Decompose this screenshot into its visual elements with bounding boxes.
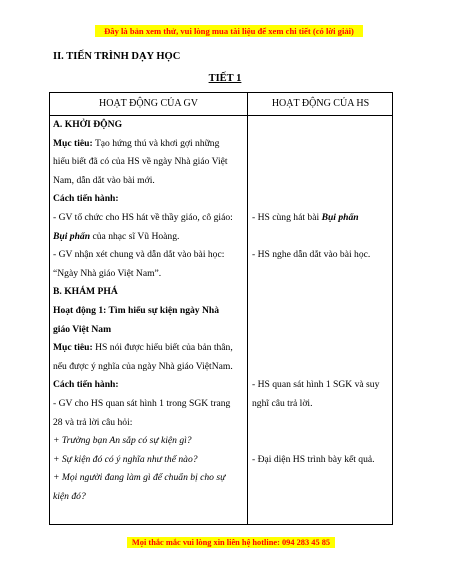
procedure-label: Cách tiến hành: (53, 193, 119, 205)
objective-text: HS nói được hiểu biết của bản thân, (95, 342, 233, 354)
teacher-step-3-line-2: 28 và trả lời câu hỏi: (53, 416, 133, 428)
column-divider (247, 93, 248, 524)
teacher-column (53, 116, 245, 506)
activity-table (49, 92, 393, 525)
lesson-title: TIẾT 1 (208, 73, 242, 84)
student-step-1-text: - HS cùng hát bài (252, 212, 320, 223)
song-title: Bụi phấn (53, 230, 91, 242)
hotline-footer: Mọi thắc mắc vui lòng xin liên hệ hotline: 094 283 45 85 (127, 537, 335, 548)
song-author: của nhạc sĩ Vũ Hoàng. (92, 230, 180, 242)
teacher-step-3-line-1: - GV cho HS quan sát hình 1 trong SGK trang (53, 397, 231, 409)
student-step-3-line-2: nghĩ câu trả lời. (252, 397, 313, 409)
preview-banner: Đây là bản xem thử, vui lòng mua tài liệu để xem chi tiết (có lời giải) (95, 25, 363, 37)
teacher-step-1-line-2 (53, 228, 245, 247)
student-step-3-line-1: - HS quan sát hình 1 SGK và suy (252, 379, 380, 391)
objective-a-line-1 (53, 135, 245, 154)
question-3-line-1: + Mọi người đang làm gì để chuẩn bị cho sự (53, 472, 226, 484)
header-student-activity: HOẠT ĐỘNG CỦA HS (271, 98, 370, 109)
student-step-1 (252, 209, 392, 228)
student-column (252, 116, 392, 469)
question-1: + Trường bạn An sắp có sự kiện gì? (53, 435, 192, 447)
teacher-step-1-line-1: - GV tổ chức cho HS hát về thầy giáo, cô giáo: (53, 211, 233, 223)
question-3-line-2: kiện đó? (53, 490, 86, 502)
song-title: Bụi phấn (321, 212, 359, 223)
activity-1-title-line-1: Hoạt động 1: Tìm hiểu sự kiện ngày Nhà (53, 304, 220, 316)
part-b-title: B. KHÁM PHÁ (53, 286, 118, 298)
question-2: + Sự kiện đó có ý nghĩa như thế nào? (53, 453, 198, 465)
objective-b-line-1 (53, 339, 245, 358)
table-header-row (50, 93, 392, 116)
section-title: II. TIẾN TRÌNH DẠY HỌC (53, 51, 181, 62)
procedure-label: Cách tiến hành: (53, 379, 119, 391)
student-step-2: - HS nghe dẫn dắt vào bài học. (252, 249, 371, 261)
part-a-title: A. KHỞI ĐỘNG (53, 119, 123, 130)
teacher-step-2-line-1: - GV nhận xét chung và dẫn dắt vào bài học: (53, 249, 225, 261)
teacher-step-2-line-2: “Ngày Nhà giáo Việt Nam”. (53, 267, 162, 279)
header-teacher-activity: HOẠT ĐỘNG CỦA GV (99, 98, 198, 109)
activity-1-title-line-2: giáo Việt Nam (53, 323, 112, 335)
objective-label: Mục tiêu: (53, 137, 93, 149)
objective-a-line-2: hiểu biết đã có của HS về ngày Nhà giáo Việt (53, 156, 228, 168)
objective-b-line-2: nếu được ý nghĩa của ngày Nhà giáo ViệtNam. (53, 360, 233, 372)
student-step-4: - Đại diện HS trình bày kết quả. (252, 453, 375, 465)
objective-label: Mục tiêu: (53, 342, 93, 354)
objective-text: Tạo hứng thú và khơi gợi những (94, 137, 220, 149)
objective-a-line-3: Nam, dẫn dắt vào bài mới. (53, 174, 155, 186)
